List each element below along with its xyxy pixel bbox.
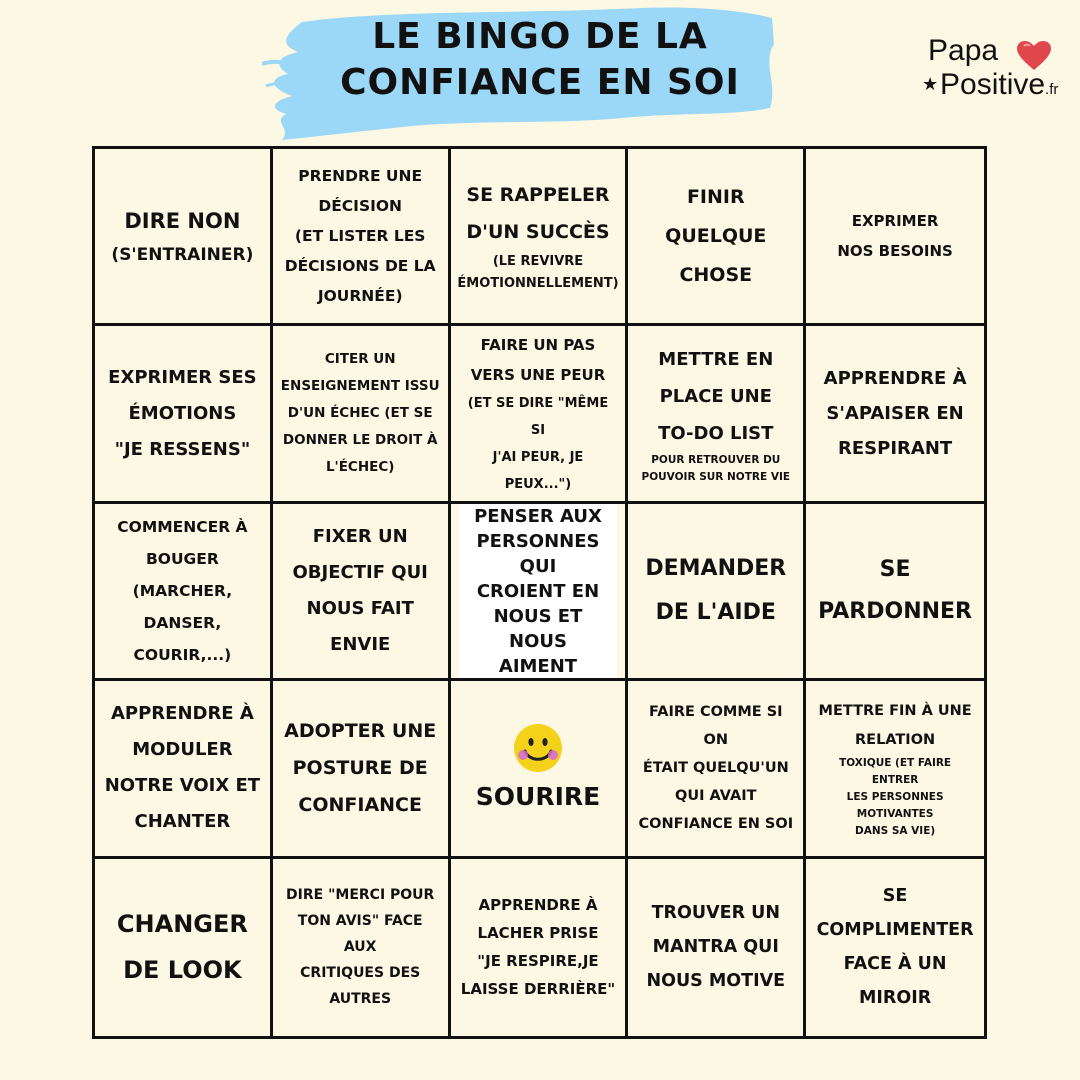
- title-line-2: CONFIANCE EN SOI: [340, 62, 740, 103]
- bingo-cell[interactable]: SE PARDONNER: [806, 504, 984, 681]
- bingo-cell[interactable]: [451, 681, 629, 858]
- bingo-cell[interactable]: SE COMPLIMENTER FACE À UN MIROIR: [816, 886, 974, 1009]
- bingo-cell[interactable]: APPRENDRE À MODULER NOTRE VOIX ET CHANTER: [95, 681, 273, 858]
- bingo-cell[interactable]: FIXER UN OBJECTIF QUI NOUS FAIT ENVIE: [273, 504, 451, 681]
- bingo-cell[interactable]: FAIRE COMME SI ON ÉTAIT QUELQU'UN QUI AVAIT CONFIANCE EN SOI: [628, 681, 806, 858]
- logo-text-papa: Papa: [928, 34, 999, 67]
- bingo-cell[interactable]: APPRENDRE À LACHER PRISE "JE RESPIRE,JE LAISSE DERRIÈRE": [451, 859, 629, 1036]
- brand-logo: [922, 34, 1072, 106]
- bingo-cell[interactable]: ADOPTER UNE POSTURE DE CONFIANCE: [273, 681, 451, 858]
- bingo-cell[interactable]: FAIRE UN PAS VERS UNE PEUR (ET SE DIRE "MÊME SI J'AI PEUR, JE PEUX..."): [451, 326, 629, 503]
- bingo-cell[interactable]: APPRENDRE À S'APAISER EN RESPIRANT: [806, 326, 984, 503]
- bingo-cell[interactable]: DEMANDER DE L'AIDE: [628, 504, 806, 681]
- bingo-cell[interactable]: SE RAPPELER D'UN SUCCÈS (LE REVIVRE ÉMOTIONNELLEMENT): [451, 149, 629, 326]
- bingo-cell[interactable]: TROUVER UN MANTRA QUI NOUS MOTIVE: [628, 859, 806, 1036]
- bingo-cell[interactable]: EXPRIMER NOS BESOINS: [806, 149, 984, 326]
- bingo-cell[interactable]: CITER UN ENSEIGNEMENT ISSU D'UN ÉCHEC (ET SE DONNER LE DROIT À L'ÉCHEC): [273, 326, 451, 503]
- bingo-cell[interactable]: CHANGER DE LOOK: [95, 859, 273, 1036]
- bingo-cell[interactable]: METTRE FIN À UNE RELATION TOXIQUE (ET FAIRE ENTRER LES PERSONNES MOTIVANTES DANS SA VIE): [806, 681, 984, 858]
- bingo-cell[interactable]: DIRE "MERCI POUR TON AVIS" FACE AUX CRITIQUES DES AUTRES: [273, 859, 451, 1036]
- bingo-cell[interactable]: PRENDRE UNE DÉCISION (ET LISTER LES DÉCISIONS DE LA JOURNÉE): [273, 149, 451, 326]
- page-title: [300, 14, 780, 106]
- bingo-cell[interactable]: METTRE EN PLACE UNE TO-DO LIST POUR RETROUVER DU POUVOIR SUR NOTRE VIE: [628, 326, 806, 503]
- bingo-cell[interactable]: EXPRIMER SES ÉMOTIONS "JE RESSENS": [95, 326, 273, 503]
- bingo-cell[interactable]: FINIR QUELQUE CHOSE: [628, 149, 806, 326]
- bingo-cell[interactable]: COMMENCER À BOUGER (MARCHER, DANSER, COURIR,...): [95, 504, 273, 681]
- smiley-block: SOURIRE: [476, 721, 600, 815]
- smiley-face-icon: [511, 721, 565, 775]
- star-icon: ★: [922, 74, 939, 94]
- bingo-cell[interactable]: DIRE NON (S'ENTRAINER): [95, 149, 273, 326]
- bingo-grid: [92, 146, 987, 1039]
- bingo-cell[interactable]: PENSER AUX PERSONNES QUI CROIENT EN NOUS ET NOUS AIMENT: [451, 504, 629, 681]
- title-line-1: LE BINGO DE LA: [372, 16, 708, 57]
- logo-text-positive: Positive.fr: [940, 68, 1059, 101]
